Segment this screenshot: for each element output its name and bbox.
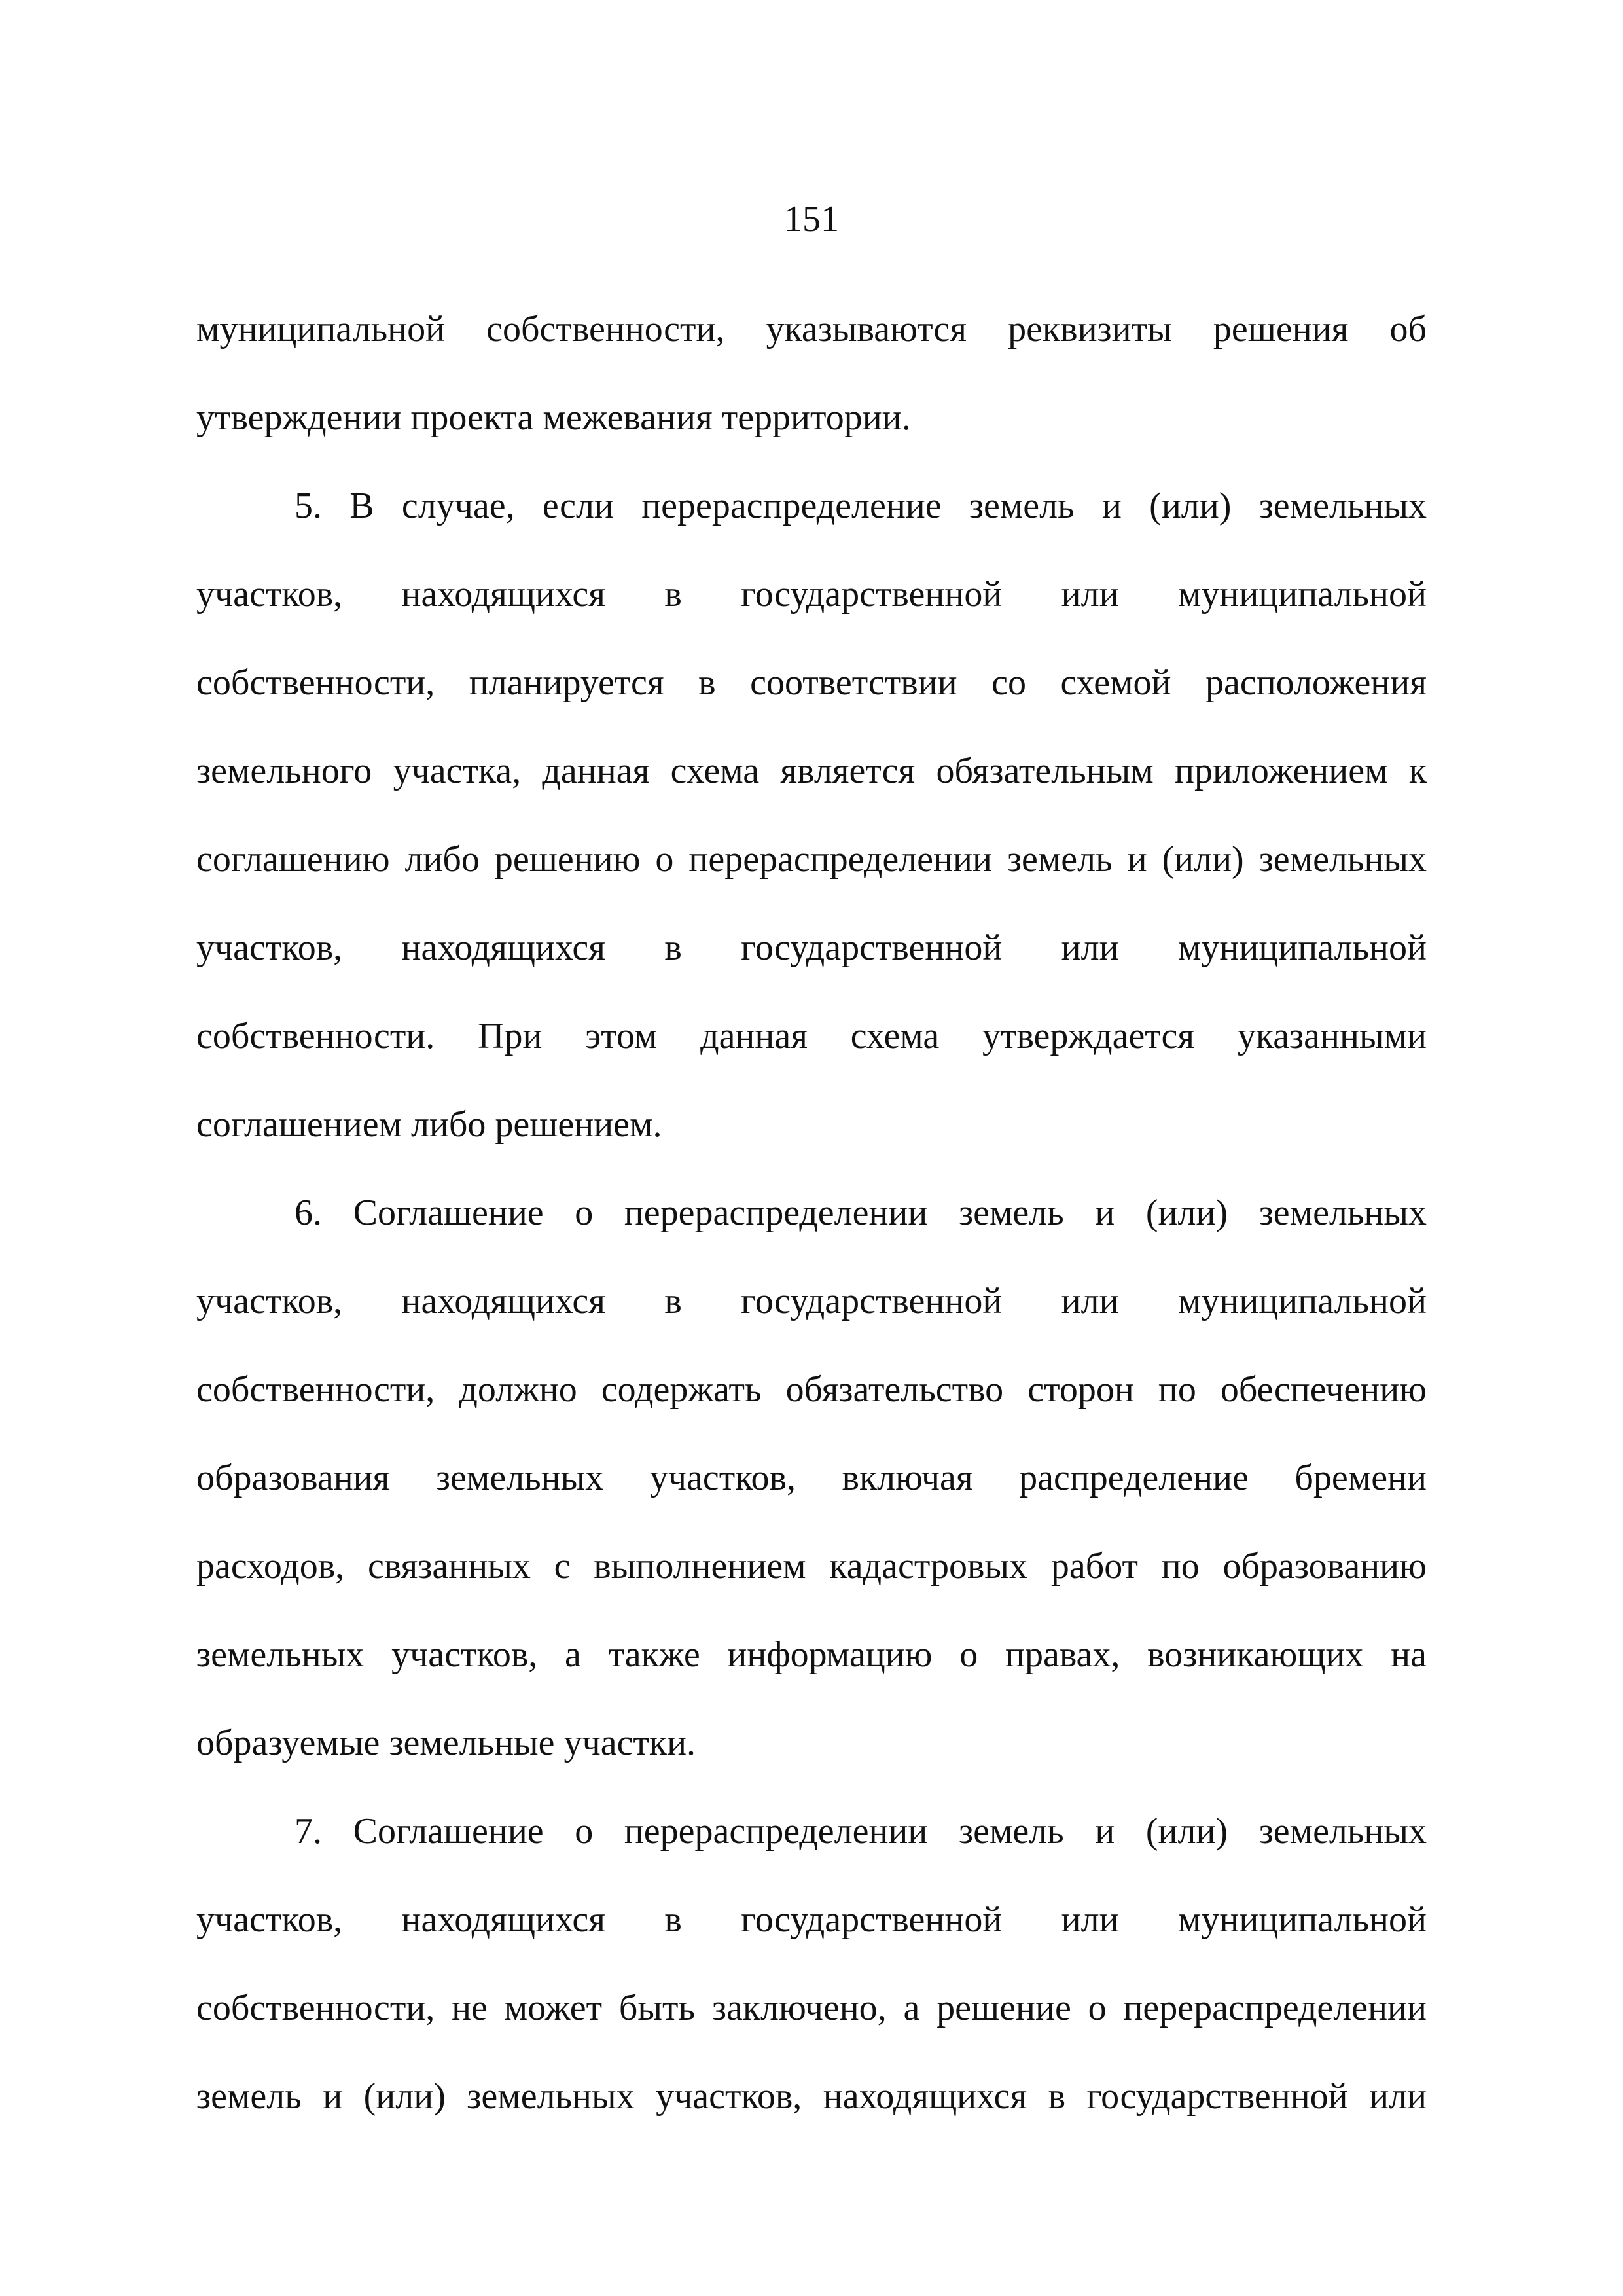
text-line: земельного участка, данная схема является обязательным приложением к [196, 751, 1427, 791]
text-line: собственности, не может быть заключено, а решение о перераспределении [196, 1988, 1427, 2028]
paragraph-6 [196, 1169, 1427, 1787]
text-line: участков, находящихся в государственной или муниципальной [196, 1281, 1427, 1321]
text-line: 7. Соглашение о перераспределении земель и (или) земельных [294, 1811, 1427, 1852]
paragraph-5 [196, 462, 1427, 1169]
body-text [196, 285, 1427, 2141]
text-line: образуемые земельные участки. [196, 1723, 696, 1763]
text-line: собственности. При этом данная схема утверждается указанными [196, 1016, 1427, 1056]
text-line: 6. Соглашение о перераспределении земель и (или) земельных [294, 1193, 1427, 1233]
text-line: земельных участков, а также информацию о правах, возникающих на [196, 1634, 1427, 1675]
text-line: участков, находящихся в государственной или муниципальной [196, 927, 1427, 968]
page-number: 151 [784, 199, 839, 240]
text-line: земель и (или) земельных участков, находящихся в государственной или [196, 2076, 1427, 2117]
text-line: расходов, связанных с выполнением кадастровых работ по образованию [196, 1546, 1427, 1587]
text-line: утверждении проекта межевания территории. [196, 397, 911, 438]
text-line: муниципальной собственности, указываются реквизиты решения об [196, 309, 1427, 350]
text-line: участков, находящихся в государственной или муниципальной [196, 1899, 1427, 1940]
text-line: соглашением либо решением. [196, 1104, 662, 1145]
text-line: образования земельных участков, включая распределение бремени [196, 1458, 1427, 1498]
text-line: соглашению либо решению о перераспределении земель и (или) земельных [196, 839, 1427, 880]
paragraph-7 [196, 1787, 1427, 2141]
text-line: собственности, должно содержать обязательство сторон по обеспечению [196, 1369, 1427, 1410]
text-line: участков, находящихся в государственной или муниципальной [196, 574, 1427, 615]
text-line: 5. В случае, если перераспределение земель и (или) земельных [294, 486, 1427, 526]
paragraph-continuation [196, 285, 1427, 462]
text-line: собственности, планируется в соответствии со схемой расположения [196, 662, 1427, 703]
